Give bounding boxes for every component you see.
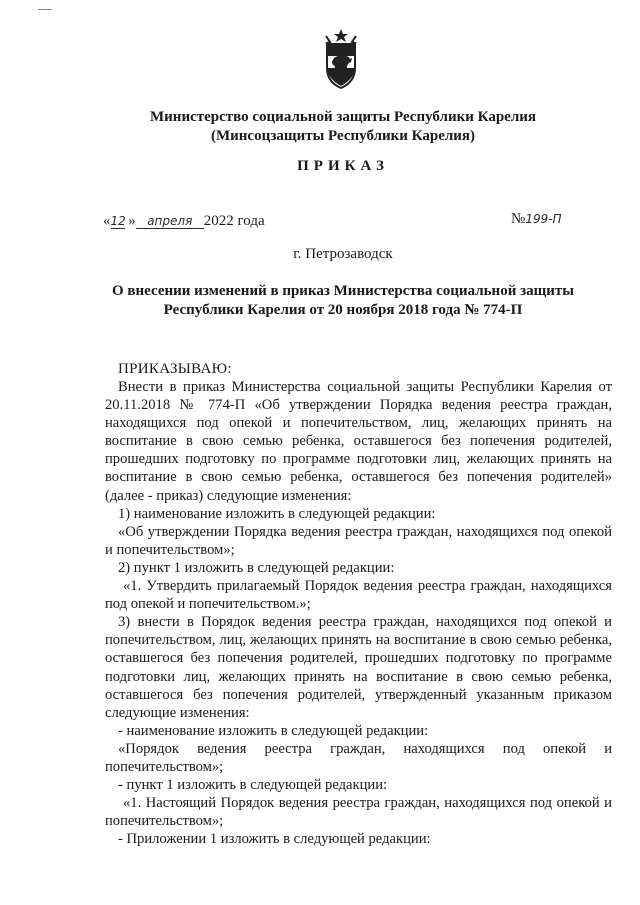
number-value: 199-П	[525, 212, 562, 226]
date-year: 2022 года	[203, 213, 265, 229]
ministry-name: Министерство социальной защиты Республики Карелия	[150, 109, 536, 125]
order-word: ПРИКАЗЫВАЮ:	[118, 361, 232, 377]
document-title-line2: Республики Карелия от 20 ноября 2018 года № 774-П	[163, 302, 523, 318]
paragraph: «Порядок ведения реестра граждан, находящихся под опекой и попечительством»;	[105, 740, 612, 775]
order-date	[103, 213, 265, 230]
order-number	[511, 211, 562, 228]
document-type: ПРИКАЗ	[297, 158, 389, 174]
paragraph: - пункт 1 изложить в следующей редакции:	[118, 777, 388, 794]
paragraph: - наименование изложить в следующей редакции:	[118, 722, 429, 739]
document-title-line1: О внесении изменений в приказ Министерства социальной защиты	[111, 283, 575, 299]
paragraph: 2) пункт 1 изложить в следующей редакции:	[118, 559, 395, 576]
date-day: 12	[110, 214, 126, 228]
document-body	[105, 378, 612, 848]
scan-mark	[38, 8, 52, 11]
paragraph: Внести в приказ Министерства социальной защиты Республики Карелия от 20.11.2018 № 774-П «Об утверждении Порядка ведения реестра граждан, находящихся под опекой и попечительством, лиц, желающих принять на воспитание в свою семью ребенка, оставшегося без попечения родителей, прошедших подготовку по программе подготовки лиц, желающих принять на воспитание в свою семью ребенка, оставшегося без попечения родителей» (далее - приказ) следующие изменения:	[105, 379, 612, 504]
number-sign: №	[511, 211, 526, 227]
paragraph: «1. Настоящий Порядок ведения реестра граждан, находящихся под опекой и попечительством»;	[105, 795, 612, 830]
paragraph: 3) внести в Порядок ведения реестра граждан, находящихся под опекой и попечительством, лиц, желающих принять на воспитание в свою семью ребенка, оставшегося без попечения родителей, прошедших подготовку по программе подготовки лиц, желающих принять на воспитание в свою семью ребенка, оставшегося без попечения родителей, утвержденный указанным приказом следующие изменения:	[105, 614, 612, 721]
paragraph: «Об утверждении Порядка ведения реестра граждан, находящихся под опекой и попечительством»;	[105, 523, 612, 558]
paragraph: 1) наименование изложить в следующей редакции:	[118, 505, 436, 522]
date-open-quote: «	[103, 213, 111, 229]
ministry-short-name: (Минсоцзащиты Республики Карелия)	[210, 128, 476, 144]
date-close-quote: »	[128, 213, 136, 229]
coat-of-arms-icon	[318, 28, 364, 90]
paragraph: - Приложении 1 изложить в следующей редакции:	[118, 831, 431, 848]
city: г. Петрозаводск	[293, 246, 393, 262]
paragraph: «1. Утвердить прилагаемый Порядок ведения реестра граждан, находящихся под опекой и попечительством.»;	[105, 578, 612, 613]
date-month: апреля	[136, 214, 204, 229]
